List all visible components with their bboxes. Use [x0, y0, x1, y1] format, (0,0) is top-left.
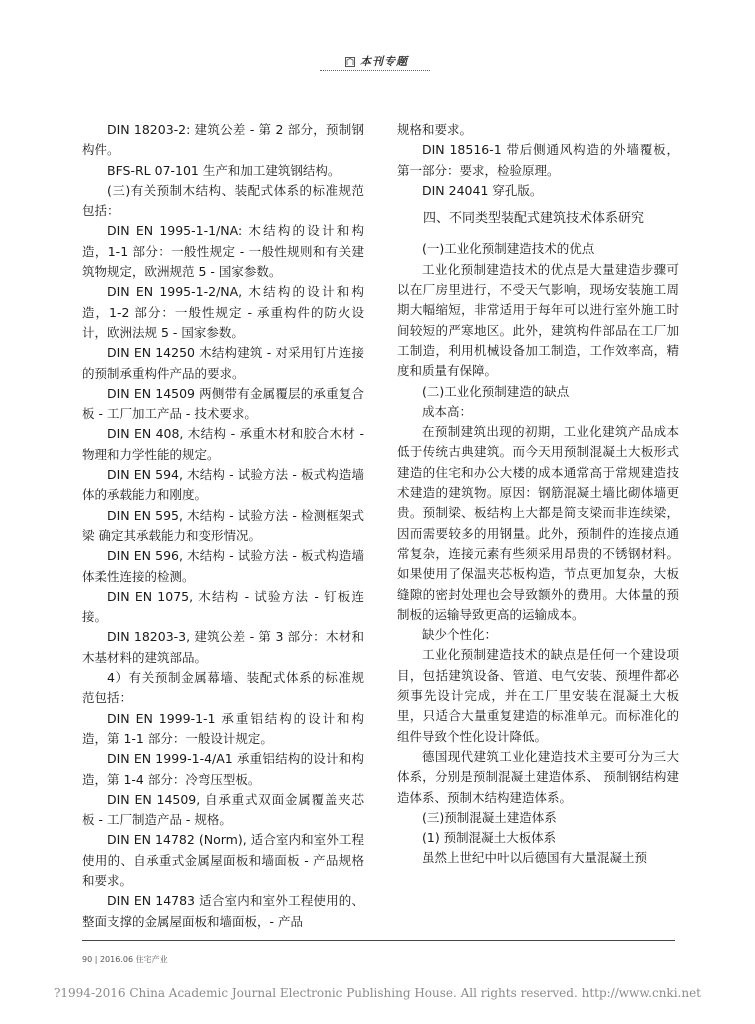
- paragraph: (三)有关预制木结构、装配式体系的标准规范包括：: [82, 182, 364, 219]
- paragraph: DIN EN 1995-1-2/NA, 木结构的设计和构造，1-2 部分：一般性规定 - 承重构件的防火设计，欧洲法规 5 - 国家参数。: [82, 284, 364, 340]
- paragraph: 缺少个性化：: [422, 627, 498, 643]
- subsection-heading: (一)工业化预制建造技术的优点: [422, 241, 595, 257]
- paragraph: 在预制建筑出现的初期，工业化建筑产品成本低于传统古典建筑。而今天用预制混凝土大板形式建造的住宅和办公大楼的成本通常高于常规建造技术建造的建筑物。原因：钢筋混凝土墙比砌体墙更贵。预制梁、板结构上大都是简支梁而非连续梁，因而需要较多的用钢量。此外，预制件的连接点通常复杂，连接元素有些须采用昂贵的不锈钢材料。如果使用了保温夹芯板构造，节点更加复杂，大板缝隙的密封处理也会导致额外的费用。大体量的预制板的运输导致更高的运输成本。: [397, 424, 679, 622]
- column-title: 本刊专题: [360, 55, 408, 68]
- left-column: [82, 120, 364, 932]
- paragraph: 成本高：: [422, 403, 473, 419]
- paragraph: DIN 24041 穿孔版。: [422, 182, 543, 198]
- paragraph: DIN EN 1999-1-4/A1 承重铝结构的设计和构造，第 1-4 部分：冷弯压型板。: [82, 751, 364, 787]
- paragraph: DIN EN 14783 适合室内和室外工程使用的、整面支撑的金属屋面板和墙面板，- 产品: [82, 893, 364, 929]
- paragraph: DIN EN 14782 (Norm), 适合室内和室外工程使用的、自承重式金属屋面板和墙面板 - 产品规格和要求。: [82, 832, 364, 888]
- paragraph: (1) 预制混凝土大板体系: [422, 830, 557, 846]
- header-rule: [320, 70, 430, 71]
- footer-rule: [82, 940, 675, 941]
- right-column: [397, 120, 679, 869]
- paragraph: DIN EN 1999-1-1 承重铝结构的设计和构造，第 1-1 部分：一般设计规定。: [82, 710, 364, 746]
- paragraph: DIN EN 408, 木结构 - 承重木材和胶合木材 - 物理和力学性能的规定。: [82, 426, 364, 462]
- paragraph: 虽然上世纪中叶以后德国有大量混凝土预: [422, 850, 648, 866]
- paragraph: 4）有关预制金属幕墙、装配式体系的标准规范包括：: [82, 670, 364, 706]
- paragraph: DIN EN 596, 木结构 - 试验方法 - 板式构造墙体柔性连接的检测。: [82, 548, 364, 584]
- paragraph: BFS-RL 07-101 生产和加工建筑钢结构。: [107, 162, 341, 178]
- page-header: [320, 50, 430, 80]
- paragraph: 工业化预制建造技术的优点是大量建造步骤可以在厂房里进行，不受天气影响，现场安装施工周期大幅缩短，非常适用于每年可以进行室外施工时间较短的严寒地区。此外，建筑构件部品在工厂加工制造，利用机械设备加工制造，工作效率高，精度和质量有保障。: [397, 261, 679, 379]
- copyright-watermark: ?1994-2016 China Academic Journal Electronic Publishing House. All rights reserved. http://www.cnki.net: [53, 986, 702, 1000]
- paragraph: 德国现代建筑工业化建造技术主要可分为三大体系，分别是预制混凝土建造体系、 预制钢结构建造体系、预制木结构建造体系。: [397, 748, 679, 805]
- paragraph: DIN EN 14509 两侧带有金属覆层的承重复合板 - 工厂加工产品 - 技术要求。: [82, 385, 364, 422]
- paragraph: DIN EN 1075, 木结构 - 试验方法 - 钉板连接。: [82, 588, 364, 625]
- column-logo-icon: [345, 57, 355, 67]
- paragraph: 工业化预制建造技术的缺点是任何一个建设项目，包括建筑设备、管道、电气安装、预埋件都必须事先设计完成，并在工厂里安装在混凝土大板里，只适合大量重复建造的标准单元。而标准化的组件导致个性化设计降低。: [397, 647, 679, 744]
- paragraph: DIN 18516-1 带后侧通风构造的外墙覆板，第一部分：要求，检验原理。: [397, 142, 679, 178]
- subsection-heading: (三)预制混凝土建造体系: [422, 809, 557, 825]
- paragraph: DIN EN 595, 木结构 - 试验方法 - 检测框架式梁 确定其承载能力和变形情况。: [82, 507, 364, 543]
- paragraph: DIN 18203-3, 建筑公差 - 第 3 部分：木材和木基材料的建筑部品。: [82, 629, 364, 665]
- paragraph: DIN 18203-2: 建筑公差 - 第 2 部分，预制钢构件。: [82, 122, 364, 158]
- page-footer: 90 | 2016.06 住宅产业: [82, 955, 168, 964]
- paragraph: DIN EN 1995-1-1/NA: 木结构的设计和构造，1-1 部分：一般性规定 - 一般性规则和有关建筑物规定，欧洲规范 5 - 国家参数。: [82, 223, 364, 280]
- paragraph: 规格和要求。: [397, 122, 473, 137]
- paragraph: DIN EN 14509, 自承重式双面金属覆盖夹芯板 - 工厂制造产品 - 规格。: [82, 791, 364, 828]
- section-heading: 四、不同类型装配式建筑技术体系研究: [423, 211, 645, 227]
- paragraph: DIN EN 594, 木结构 - 试验方法 - 板式构造墙体的承载能力和刚度。: [82, 467, 364, 503]
- subsection-heading: (二)工业化预制建造的缺点: [422, 383, 570, 399]
- paragraph: DIN EN 14250 木结构建筑 - 对采用钉片连接的预制承重构件产品的要求。: [82, 345, 364, 381]
